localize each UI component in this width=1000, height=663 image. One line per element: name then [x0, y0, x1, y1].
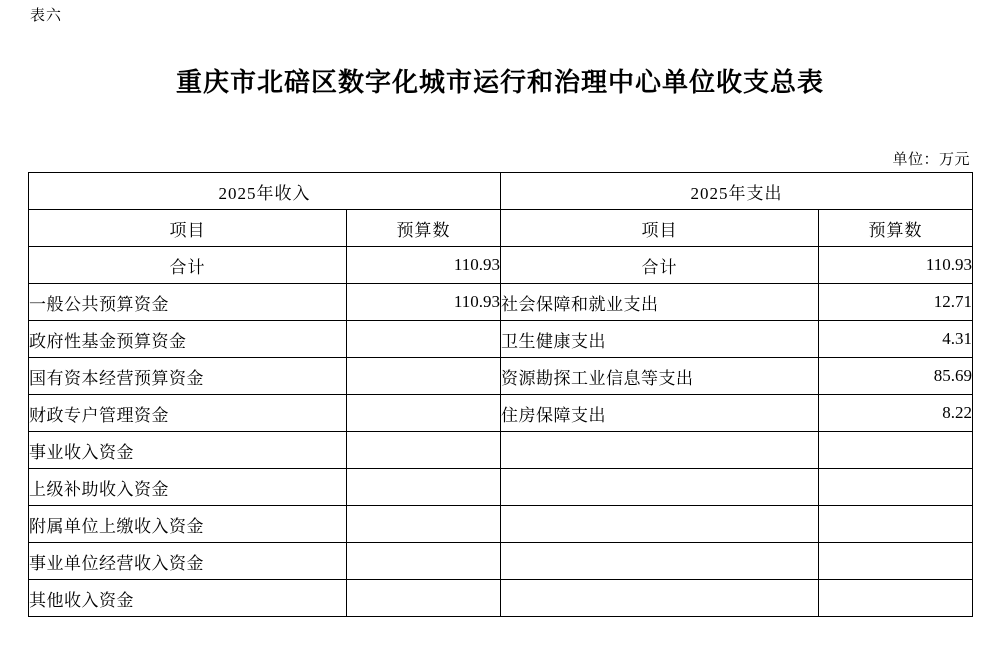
table-row	[29, 284, 973, 321]
budget-table	[28, 172, 973, 617]
expense-value	[819, 469, 973, 506]
table-row	[29, 506, 973, 543]
expense-item	[501, 432, 819, 469]
income-value	[347, 580, 501, 617]
expense-item	[501, 543, 819, 580]
table-row	[29, 580, 973, 617]
income-value	[347, 395, 501, 432]
table-group-header-row	[29, 173, 973, 210]
expense-item: 社会保障和就业支出	[501, 284, 819, 321]
income-item: 一般公共预算资金	[29, 284, 347, 321]
income-item-header: 项目	[29, 210, 347, 247]
income-value	[347, 506, 501, 543]
unit-note: 单位：万元	[892, 152, 970, 168]
income-item: 事业单位经营收入资金	[29, 543, 347, 580]
expense-group-header: 2025年支出	[501, 173, 973, 210]
expense-value	[819, 432, 973, 469]
income-total-label: 合计	[29, 247, 347, 284]
expense-item: 卫生健康支出	[501, 321, 819, 358]
table-row	[29, 432, 973, 469]
expense-total-value: 110.93	[819, 247, 973, 284]
expense-value: 4.31	[819, 321, 973, 358]
expense-total-label: 合计	[501, 247, 819, 284]
income-item: 附属单位上缴收入资金	[29, 506, 347, 543]
income-total-value: 110.93	[347, 247, 501, 284]
expense-budget-header: 预算数	[819, 210, 973, 247]
expense-item-header: 项目	[501, 210, 819, 247]
table-row	[29, 321, 973, 358]
expense-item	[501, 469, 819, 506]
income-budget-header: 预算数	[347, 210, 501, 247]
income-value: 110.93	[347, 284, 501, 321]
table-row	[29, 358, 973, 395]
expense-item: 资源勘探工业信息等支出	[501, 358, 819, 395]
income-value	[347, 543, 501, 580]
table-total-row	[29, 247, 973, 284]
income-item: 其他收入资金	[29, 580, 347, 617]
table-column-header-row	[29, 210, 973, 247]
expense-value: 12.71	[819, 284, 973, 321]
income-item: 国有资本经营预算资金	[29, 358, 347, 395]
table-row	[29, 469, 973, 506]
expense-value: 8.22	[819, 395, 973, 432]
expense-value	[819, 506, 973, 543]
expense-item	[501, 580, 819, 617]
income-value	[347, 432, 501, 469]
sheet-label: 表六	[30, 8, 63, 24]
table-row	[29, 395, 973, 432]
expense-value: 85.69	[819, 358, 973, 395]
expense-value	[819, 543, 973, 580]
income-item: 政府性基金预算资金	[29, 321, 347, 358]
income-value	[347, 321, 501, 358]
income-value	[347, 358, 501, 395]
expense-item: 住房保障支出	[501, 395, 819, 432]
expense-value	[819, 580, 973, 617]
page-title: 重庆市北碚区数字化城市运行和治理中心单位收支总表	[175, 68, 824, 97]
income-item: 事业收入资金	[29, 432, 347, 469]
expense-item	[501, 506, 819, 543]
table-row	[29, 543, 973, 580]
income-item: 上级补助收入资金	[29, 469, 347, 506]
income-item: 财政专户管理资金	[29, 395, 347, 432]
income-value	[347, 469, 501, 506]
income-group-header: 2025年收入	[29, 173, 501, 210]
